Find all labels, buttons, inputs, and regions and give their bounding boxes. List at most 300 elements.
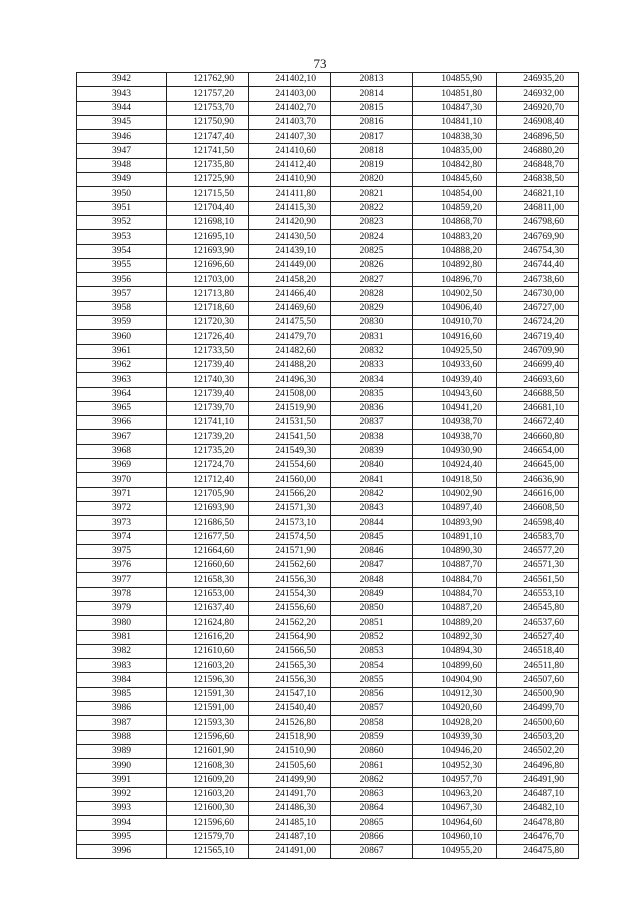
point-number-a-cell: 3957 bbox=[77, 287, 167, 301]
point-number-b-cell: 20818 bbox=[331, 144, 413, 158]
x-coordinate-a-cell: 121660,60 bbox=[167, 559, 249, 573]
x-coordinate-a-cell: 121739,70 bbox=[167, 401, 249, 415]
y-coordinate-b-cell: 246896,50 bbox=[497, 130, 579, 144]
point-number-b-cell: 20825 bbox=[331, 244, 413, 258]
y-coordinate-a-cell: 241571,30 bbox=[249, 501, 331, 515]
x-coordinate-a-cell: 121757,20 bbox=[167, 87, 249, 101]
y-coordinate-b-cell: 246478,80 bbox=[497, 816, 579, 830]
y-coordinate-b-cell: 246487,10 bbox=[497, 787, 579, 801]
table-row bbox=[77, 101, 579, 115]
table-row bbox=[77, 630, 579, 644]
y-coordinate-a-cell: 241562,60 bbox=[249, 559, 331, 573]
x-coordinate-b-cell: 104906,40 bbox=[413, 301, 497, 315]
point-number-b-cell: 20860 bbox=[331, 744, 413, 758]
y-coordinate-a-cell: 241540,40 bbox=[249, 702, 331, 716]
y-coordinate-a-cell: 241491,70 bbox=[249, 787, 331, 801]
point-number-b-cell: 20863 bbox=[331, 787, 413, 801]
point-number-a-cell: 3950 bbox=[77, 187, 167, 201]
y-coordinate-a-cell: 241482,60 bbox=[249, 344, 331, 358]
x-coordinate-a-cell: 121762,90 bbox=[167, 73, 249, 87]
y-coordinate-b-cell: 246811,00 bbox=[497, 201, 579, 215]
y-coordinate-a-cell: 241403,00 bbox=[249, 87, 331, 101]
y-coordinate-b-cell: 246503,20 bbox=[497, 730, 579, 744]
x-coordinate-b-cell: 104889,20 bbox=[413, 616, 497, 630]
point-number-a-cell: 3984 bbox=[77, 673, 167, 687]
point-number-a-cell: 3944 bbox=[77, 101, 167, 115]
y-coordinate-a-cell: 241556,60 bbox=[249, 601, 331, 615]
y-coordinate-a-cell: 241479,70 bbox=[249, 330, 331, 344]
y-coordinate-b-cell: 246583,70 bbox=[497, 530, 579, 544]
x-coordinate-b-cell: 104883,20 bbox=[413, 230, 497, 244]
y-coordinate-a-cell: 241402,10 bbox=[249, 73, 331, 87]
x-coordinate-a-cell: 121712,40 bbox=[167, 473, 249, 487]
table-row bbox=[77, 601, 579, 615]
x-coordinate-a-cell: 121718,60 bbox=[167, 301, 249, 315]
x-coordinate-b-cell: 104838,30 bbox=[413, 130, 497, 144]
point-number-b-cell: 20819 bbox=[331, 158, 413, 172]
point-number-b-cell: 20823 bbox=[331, 215, 413, 229]
point-number-a-cell: 3954 bbox=[77, 244, 167, 258]
y-coordinate-b-cell: 246738,60 bbox=[497, 273, 579, 287]
point-number-a-cell: 3966 bbox=[77, 416, 167, 430]
y-coordinate-a-cell: 241556,30 bbox=[249, 573, 331, 587]
point-number-a-cell: 3946 bbox=[77, 130, 167, 144]
x-coordinate-b-cell: 104924,40 bbox=[413, 459, 497, 473]
x-coordinate-b-cell: 104841,10 bbox=[413, 115, 497, 129]
y-coordinate-b-cell: 246932,00 bbox=[497, 87, 579, 101]
table-row bbox=[77, 130, 579, 144]
point-number-b-cell: 20833 bbox=[331, 358, 413, 372]
point-number-a-cell: 3983 bbox=[77, 659, 167, 673]
y-coordinate-b-cell: 246645,00 bbox=[497, 459, 579, 473]
y-coordinate-a-cell: 241566,20 bbox=[249, 487, 331, 501]
x-coordinate-a-cell: 121750,90 bbox=[167, 115, 249, 129]
y-coordinate-a-cell: 241541,50 bbox=[249, 430, 331, 444]
point-number-a-cell: 3988 bbox=[77, 730, 167, 744]
y-coordinate-a-cell: 241410,60 bbox=[249, 144, 331, 158]
x-coordinate-b-cell: 104887,70 bbox=[413, 559, 497, 573]
y-coordinate-a-cell: 241547,10 bbox=[249, 687, 331, 701]
x-coordinate-b-cell: 104910,70 bbox=[413, 316, 497, 330]
point-number-b-cell: 20814 bbox=[331, 87, 413, 101]
x-coordinate-b-cell: 104859,20 bbox=[413, 201, 497, 215]
x-coordinate-a-cell: 121713,80 bbox=[167, 287, 249, 301]
x-coordinate-a-cell: 121593,30 bbox=[167, 716, 249, 730]
point-number-a-cell: 3979 bbox=[77, 601, 167, 615]
x-coordinate-b-cell: 104868,70 bbox=[413, 215, 497, 229]
point-number-b-cell: 20852 bbox=[331, 630, 413, 644]
x-coordinate-a-cell: 121579,70 bbox=[167, 830, 249, 844]
point-number-a-cell: 3987 bbox=[77, 716, 167, 730]
point-number-a-cell: 3986 bbox=[77, 702, 167, 716]
point-number-a-cell: 3963 bbox=[77, 373, 167, 387]
point-number-a-cell: 3955 bbox=[77, 258, 167, 272]
x-coordinate-b-cell: 104893,90 bbox=[413, 516, 497, 530]
point-number-a-cell: 3976 bbox=[77, 559, 167, 573]
point-number-b-cell: 20821 bbox=[331, 187, 413, 201]
point-number-a-cell: 3948 bbox=[77, 158, 167, 172]
x-coordinate-b-cell: 104902,90 bbox=[413, 487, 497, 501]
x-coordinate-a-cell: 121653,00 bbox=[167, 587, 249, 601]
y-coordinate-b-cell: 246577,20 bbox=[497, 544, 579, 558]
table-row bbox=[77, 573, 579, 587]
x-coordinate-a-cell: 121608,30 bbox=[167, 759, 249, 773]
point-number-a-cell: 3990 bbox=[77, 759, 167, 773]
y-coordinate-a-cell: 241488,20 bbox=[249, 358, 331, 372]
x-coordinate-b-cell: 104928,20 bbox=[413, 716, 497, 730]
point-number-a-cell: 3943 bbox=[77, 87, 167, 101]
y-coordinate-a-cell: 241469,60 bbox=[249, 301, 331, 315]
y-coordinate-b-cell: 246688,50 bbox=[497, 387, 579, 401]
x-coordinate-a-cell: 121693,90 bbox=[167, 244, 249, 258]
table-row bbox=[77, 373, 579, 387]
x-coordinate-a-cell: 121591,30 bbox=[167, 687, 249, 701]
table-row bbox=[77, 587, 579, 601]
x-coordinate-a-cell: 121600,30 bbox=[167, 802, 249, 816]
point-number-b-cell: 20826 bbox=[331, 258, 413, 272]
y-coordinate-a-cell: 241415,30 bbox=[249, 201, 331, 215]
x-coordinate-b-cell: 104967,30 bbox=[413, 802, 497, 816]
point-number-a-cell: 3961 bbox=[77, 344, 167, 358]
y-coordinate-a-cell: 241554,30 bbox=[249, 587, 331, 601]
y-coordinate-a-cell: 241518,90 bbox=[249, 730, 331, 744]
y-coordinate-b-cell: 246908,40 bbox=[497, 115, 579, 129]
x-coordinate-b-cell: 104894,30 bbox=[413, 644, 497, 658]
x-coordinate-a-cell: 121735,80 bbox=[167, 158, 249, 172]
point-number-a-cell: 3991 bbox=[77, 773, 167, 787]
table-row bbox=[77, 416, 579, 430]
table-row bbox=[77, 773, 579, 787]
x-coordinate-b-cell: 104939,40 bbox=[413, 373, 497, 387]
point-number-a-cell: 3967 bbox=[77, 430, 167, 444]
x-coordinate-b-cell: 104963,20 bbox=[413, 787, 497, 801]
y-coordinate-b-cell: 246482,10 bbox=[497, 802, 579, 816]
table-row bbox=[77, 673, 579, 687]
y-coordinate-b-cell: 246848,70 bbox=[497, 158, 579, 172]
point-number-b-cell: 20843 bbox=[331, 501, 413, 515]
point-number-b-cell: 20858 bbox=[331, 716, 413, 730]
y-coordinate-b-cell: 246561,50 bbox=[497, 573, 579, 587]
table-row bbox=[77, 244, 579, 258]
x-coordinate-b-cell: 104957,70 bbox=[413, 773, 497, 787]
point-number-a-cell: 3992 bbox=[77, 787, 167, 801]
table-row bbox=[77, 430, 579, 444]
x-coordinate-b-cell: 104891,10 bbox=[413, 530, 497, 544]
y-coordinate-b-cell: 246654,00 bbox=[497, 444, 579, 458]
point-number-a-cell: 3959 bbox=[77, 316, 167, 330]
x-coordinate-a-cell: 121753,70 bbox=[167, 101, 249, 115]
table-row bbox=[77, 301, 579, 315]
y-coordinate-a-cell: 241485,10 bbox=[249, 816, 331, 830]
x-coordinate-a-cell: 121705,90 bbox=[167, 487, 249, 501]
table-row bbox=[77, 444, 579, 458]
table-row bbox=[77, 687, 579, 701]
y-coordinate-a-cell: 241531,50 bbox=[249, 416, 331, 430]
x-coordinate-b-cell: 104943,60 bbox=[413, 387, 497, 401]
point-number-b-cell: 20838 bbox=[331, 430, 413, 444]
point-number-b-cell: 20839 bbox=[331, 444, 413, 458]
y-coordinate-b-cell: 246598,40 bbox=[497, 516, 579, 530]
point-number-b-cell: 20850 bbox=[331, 601, 413, 615]
y-coordinate-a-cell: 241562,20 bbox=[249, 616, 331, 630]
y-coordinate-a-cell: 241505,60 bbox=[249, 759, 331, 773]
table-row bbox=[77, 744, 579, 758]
y-coordinate-b-cell: 246798,60 bbox=[497, 215, 579, 229]
point-number-a-cell: 3960 bbox=[77, 330, 167, 344]
x-coordinate-b-cell: 104851,80 bbox=[413, 87, 497, 101]
x-coordinate-b-cell: 104946,20 bbox=[413, 744, 497, 758]
point-number-a-cell: 3968 bbox=[77, 444, 167, 458]
y-coordinate-b-cell: 246500,60 bbox=[497, 716, 579, 730]
x-coordinate-a-cell: 121741,10 bbox=[167, 416, 249, 430]
point-number-a-cell: 3973 bbox=[77, 516, 167, 530]
table-row bbox=[77, 287, 579, 301]
table-row bbox=[77, 473, 579, 487]
y-coordinate-b-cell: 246821,10 bbox=[497, 187, 579, 201]
point-number-a-cell: 3969 bbox=[77, 459, 167, 473]
point-number-b-cell: 20828 bbox=[331, 287, 413, 301]
point-number-b-cell: 20859 bbox=[331, 730, 413, 744]
point-number-b-cell: 20815 bbox=[331, 101, 413, 115]
x-coordinate-b-cell: 104916,60 bbox=[413, 330, 497, 344]
x-coordinate-a-cell: 121741,50 bbox=[167, 144, 249, 158]
x-coordinate-a-cell: 121739,20 bbox=[167, 430, 249, 444]
x-coordinate-a-cell: 121704,40 bbox=[167, 201, 249, 215]
x-coordinate-b-cell: 104887,20 bbox=[413, 601, 497, 615]
point-number-b-cell: 20848 bbox=[331, 573, 413, 587]
table-row bbox=[77, 459, 579, 473]
point-number-b-cell: 20847 bbox=[331, 559, 413, 573]
point-number-b-cell: 20835 bbox=[331, 387, 413, 401]
point-number-a-cell: 3985 bbox=[77, 687, 167, 701]
x-coordinate-b-cell: 104925,50 bbox=[413, 344, 497, 358]
x-coordinate-a-cell: 121725,90 bbox=[167, 173, 249, 187]
x-coordinate-a-cell: 121739,40 bbox=[167, 387, 249, 401]
table-row bbox=[77, 344, 579, 358]
point-number-b-cell: 20830 bbox=[331, 316, 413, 330]
x-coordinate-a-cell: 121610,60 bbox=[167, 644, 249, 658]
point-number-b-cell: 20836 bbox=[331, 401, 413, 415]
y-coordinate-b-cell: 246527,40 bbox=[497, 630, 579, 644]
point-number-b-cell: 20845 bbox=[331, 530, 413, 544]
y-coordinate-b-cell: 246553,10 bbox=[497, 587, 579, 601]
x-coordinate-a-cell: 121703,00 bbox=[167, 273, 249, 287]
point-number-a-cell: 3947 bbox=[77, 144, 167, 158]
point-number-a-cell: 3951 bbox=[77, 201, 167, 215]
y-coordinate-b-cell: 246476,70 bbox=[497, 830, 579, 844]
point-number-a-cell: 3956 bbox=[77, 273, 167, 287]
x-coordinate-a-cell: 121739,40 bbox=[167, 358, 249, 372]
x-coordinate-b-cell: 104918,50 bbox=[413, 473, 497, 487]
point-number-a-cell: 3994 bbox=[77, 816, 167, 830]
y-coordinate-a-cell: 241487,10 bbox=[249, 830, 331, 844]
y-coordinate-b-cell: 246616,00 bbox=[497, 487, 579, 501]
table-row bbox=[77, 158, 579, 172]
table-row bbox=[77, 87, 579, 101]
x-coordinate-a-cell: 121747,40 bbox=[167, 130, 249, 144]
x-coordinate-b-cell: 104835,00 bbox=[413, 144, 497, 158]
y-coordinate-b-cell: 246838,50 bbox=[497, 173, 579, 187]
y-coordinate-b-cell: 246518,40 bbox=[497, 644, 579, 658]
y-coordinate-a-cell: 241458,20 bbox=[249, 273, 331, 287]
x-coordinate-a-cell: 121596,30 bbox=[167, 673, 249, 687]
x-coordinate-a-cell: 121596,60 bbox=[167, 730, 249, 744]
x-coordinate-a-cell: 121696,60 bbox=[167, 258, 249, 272]
table-row bbox=[77, 616, 579, 630]
y-coordinate-a-cell: 241556,30 bbox=[249, 673, 331, 687]
table-row bbox=[77, 316, 579, 330]
y-coordinate-a-cell: 241549,30 bbox=[249, 444, 331, 458]
y-coordinate-a-cell: 241439,10 bbox=[249, 244, 331, 258]
table-row bbox=[77, 387, 579, 401]
point-number-b-cell: 20834 bbox=[331, 373, 413, 387]
x-coordinate-a-cell: 121735,20 bbox=[167, 444, 249, 458]
table-row bbox=[77, 759, 579, 773]
point-number-b-cell: 20856 bbox=[331, 687, 413, 701]
x-coordinate-b-cell: 104955,20 bbox=[413, 845, 497, 859]
point-number-b-cell: 20824 bbox=[331, 230, 413, 244]
x-coordinate-b-cell: 104938,70 bbox=[413, 430, 497, 444]
y-coordinate-b-cell: 246681,10 bbox=[497, 401, 579, 415]
y-coordinate-a-cell: 241491,00 bbox=[249, 845, 331, 859]
y-coordinate-a-cell: 241403,70 bbox=[249, 115, 331, 129]
point-number-a-cell: 3980 bbox=[77, 616, 167, 630]
point-number-b-cell: 20867 bbox=[331, 845, 413, 859]
x-coordinate-a-cell: 121603,20 bbox=[167, 659, 249, 673]
x-coordinate-a-cell: 121698,10 bbox=[167, 215, 249, 229]
x-coordinate-b-cell: 104912,30 bbox=[413, 687, 497, 701]
point-number-b-cell: 20822 bbox=[331, 201, 413, 215]
point-number-b-cell: 20827 bbox=[331, 273, 413, 287]
y-coordinate-b-cell: 246744,40 bbox=[497, 258, 579, 272]
x-coordinate-b-cell: 104964,60 bbox=[413, 816, 497, 830]
x-coordinate-b-cell: 104902,50 bbox=[413, 287, 497, 301]
y-coordinate-b-cell: 246727,00 bbox=[497, 301, 579, 315]
y-coordinate-a-cell: 241565,30 bbox=[249, 659, 331, 673]
x-coordinate-a-cell: 121601,90 bbox=[167, 744, 249, 758]
x-coordinate-b-cell: 104884,70 bbox=[413, 573, 497, 587]
table-row bbox=[77, 187, 579, 201]
point-number-a-cell: 3982 bbox=[77, 644, 167, 658]
y-coordinate-a-cell: 241449,00 bbox=[249, 258, 331, 272]
y-coordinate-b-cell: 246693,60 bbox=[497, 373, 579, 387]
point-number-a-cell: 3974 bbox=[77, 530, 167, 544]
table-row bbox=[77, 644, 579, 658]
y-coordinate-b-cell: 246545,80 bbox=[497, 601, 579, 615]
x-coordinate-a-cell: 121616,20 bbox=[167, 630, 249, 644]
y-coordinate-a-cell: 241420,90 bbox=[249, 215, 331, 229]
x-coordinate-a-cell: 121715,50 bbox=[167, 187, 249, 201]
x-coordinate-a-cell: 121693,90 bbox=[167, 501, 249, 515]
page-number: 73 bbox=[313, 56, 327, 71]
table-row bbox=[77, 716, 579, 730]
table-row bbox=[77, 530, 579, 544]
x-coordinate-b-cell: 104930,90 bbox=[413, 444, 497, 458]
coordinates-table bbox=[76, 72, 579, 859]
point-number-b-cell: 20854 bbox=[331, 659, 413, 673]
point-number-b-cell: 20832 bbox=[331, 344, 413, 358]
point-number-b-cell: 20862 bbox=[331, 773, 413, 787]
y-coordinate-b-cell: 246880,20 bbox=[497, 144, 579, 158]
y-coordinate-a-cell: 241519,90 bbox=[249, 401, 331, 415]
point-number-a-cell: 3953 bbox=[77, 230, 167, 244]
point-number-a-cell: 3995 bbox=[77, 830, 167, 844]
x-coordinate-b-cell: 104904,90 bbox=[413, 673, 497, 687]
x-coordinate-a-cell: 121637,40 bbox=[167, 601, 249, 615]
y-coordinate-a-cell: 241571,90 bbox=[249, 544, 331, 558]
x-coordinate-b-cell: 104855,90 bbox=[413, 73, 497, 87]
point-number-a-cell: 3981 bbox=[77, 630, 167, 644]
table-row bbox=[77, 258, 579, 272]
y-coordinate-a-cell: 241496,30 bbox=[249, 373, 331, 387]
point-number-a-cell: 3977 bbox=[77, 573, 167, 587]
x-coordinate-b-cell: 104939,30 bbox=[413, 730, 497, 744]
table-row bbox=[77, 730, 579, 744]
point-number-b-cell: 20853 bbox=[331, 644, 413, 658]
table-row bbox=[77, 215, 579, 229]
x-coordinate-b-cell: 104884,70 bbox=[413, 587, 497, 601]
y-coordinate-a-cell: 241510,90 bbox=[249, 744, 331, 758]
y-coordinate-a-cell: 241412,40 bbox=[249, 158, 331, 172]
point-number-b-cell: 20865 bbox=[331, 816, 413, 830]
point-number-a-cell: 3952 bbox=[77, 215, 167, 229]
point-number-a-cell: 3971 bbox=[77, 487, 167, 501]
x-coordinate-a-cell: 121603,20 bbox=[167, 787, 249, 801]
y-coordinate-b-cell: 246491,90 bbox=[497, 773, 579, 787]
table-row bbox=[77, 702, 579, 716]
y-coordinate-b-cell: 246499,70 bbox=[497, 702, 579, 716]
y-coordinate-a-cell: 241410,90 bbox=[249, 173, 331, 187]
y-coordinate-b-cell: 246511,80 bbox=[497, 659, 579, 673]
x-coordinate-b-cell: 104854,00 bbox=[413, 187, 497, 201]
x-coordinate-a-cell: 121658,30 bbox=[167, 573, 249, 587]
table-row bbox=[77, 659, 579, 673]
x-coordinate-a-cell: 121726,40 bbox=[167, 330, 249, 344]
x-coordinate-a-cell: 121686,50 bbox=[167, 516, 249, 530]
point-number-b-cell: 20849 bbox=[331, 587, 413, 601]
point-number-b-cell: 20861 bbox=[331, 759, 413, 773]
table-row bbox=[77, 516, 579, 530]
point-number-b-cell: 20817 bbox=[331, 130, 413, 144]
y-coordinate-a-cell: 241486,30 bbox=[249, 802, 331, 816]
x-coordinate-a-cell: 121624,80 bbox=[167, 616, 249, 630]
point-number-b-cell: 20844 bbox=[331, 516, 413, 530]
x-coordinate-a-cell: 121720,30 bbox=[167, 316, 249, 330]
y-coordinate-a-cell: 241560,00 bbox=[249, 473, 331, 487]
y-coordinate-b-cell: 246719,40 bbox=[497, 330, 579, 344]
point-number-b-cell: 20851 bbox=[331, 616, 413, 630]
point-number-b-cell: 20840 bbox=[331, 459, 413, 473]
x-coordinate-a-cell: 121733,50 bbox=[167, 344, 249, 358]
x-coordinate-b-cell: 104888,20 bbox=[413, 244, 497, 258]
table-row bbox=[77, 144, 579, 158]
point-number-b-cell: 20857 bbox=[331, 702, 413, 716]
table-row bbox=[77, 330, 579, 344]
y-coordinate-b-cell: 246500,90 bbox=[497, 687, 579, 701]
x-coordinate-a-cell: 121591,00 bbox=[167, 702, 249, 716]
point-number-a-cell: 3942 bbox=[77, 73, 167, 87]
point-number-a-cell: 3962 bbox=[77, 358, 167, 372]
point-number-a-cell: 3989 bbox=[77, 744, 167, 758]
y-coordinate-b-cell: 246507,60 bbox=[497, 673, 579, 687]
x-coordinate-b-cell: 104897,40 bbox=[413, 501, 497, 515]
y-coordinate-a-cell: 241574,50 bbox=[249, 530, 331, 544]
y-coordinate-b-cell: 246724,20 bbox=[497, 316, 579, 330]
point-number-a-cell: 3993 bbox=[77, 802, 167, 816]
table-row bbox=[77, 115, 579, 129]
point-number-a-cell: 3996 bbox=[77, 845, 167, 859]
y-coordinate-b-cell: 246920,70 bbox=[497, 101, 579, 115]
